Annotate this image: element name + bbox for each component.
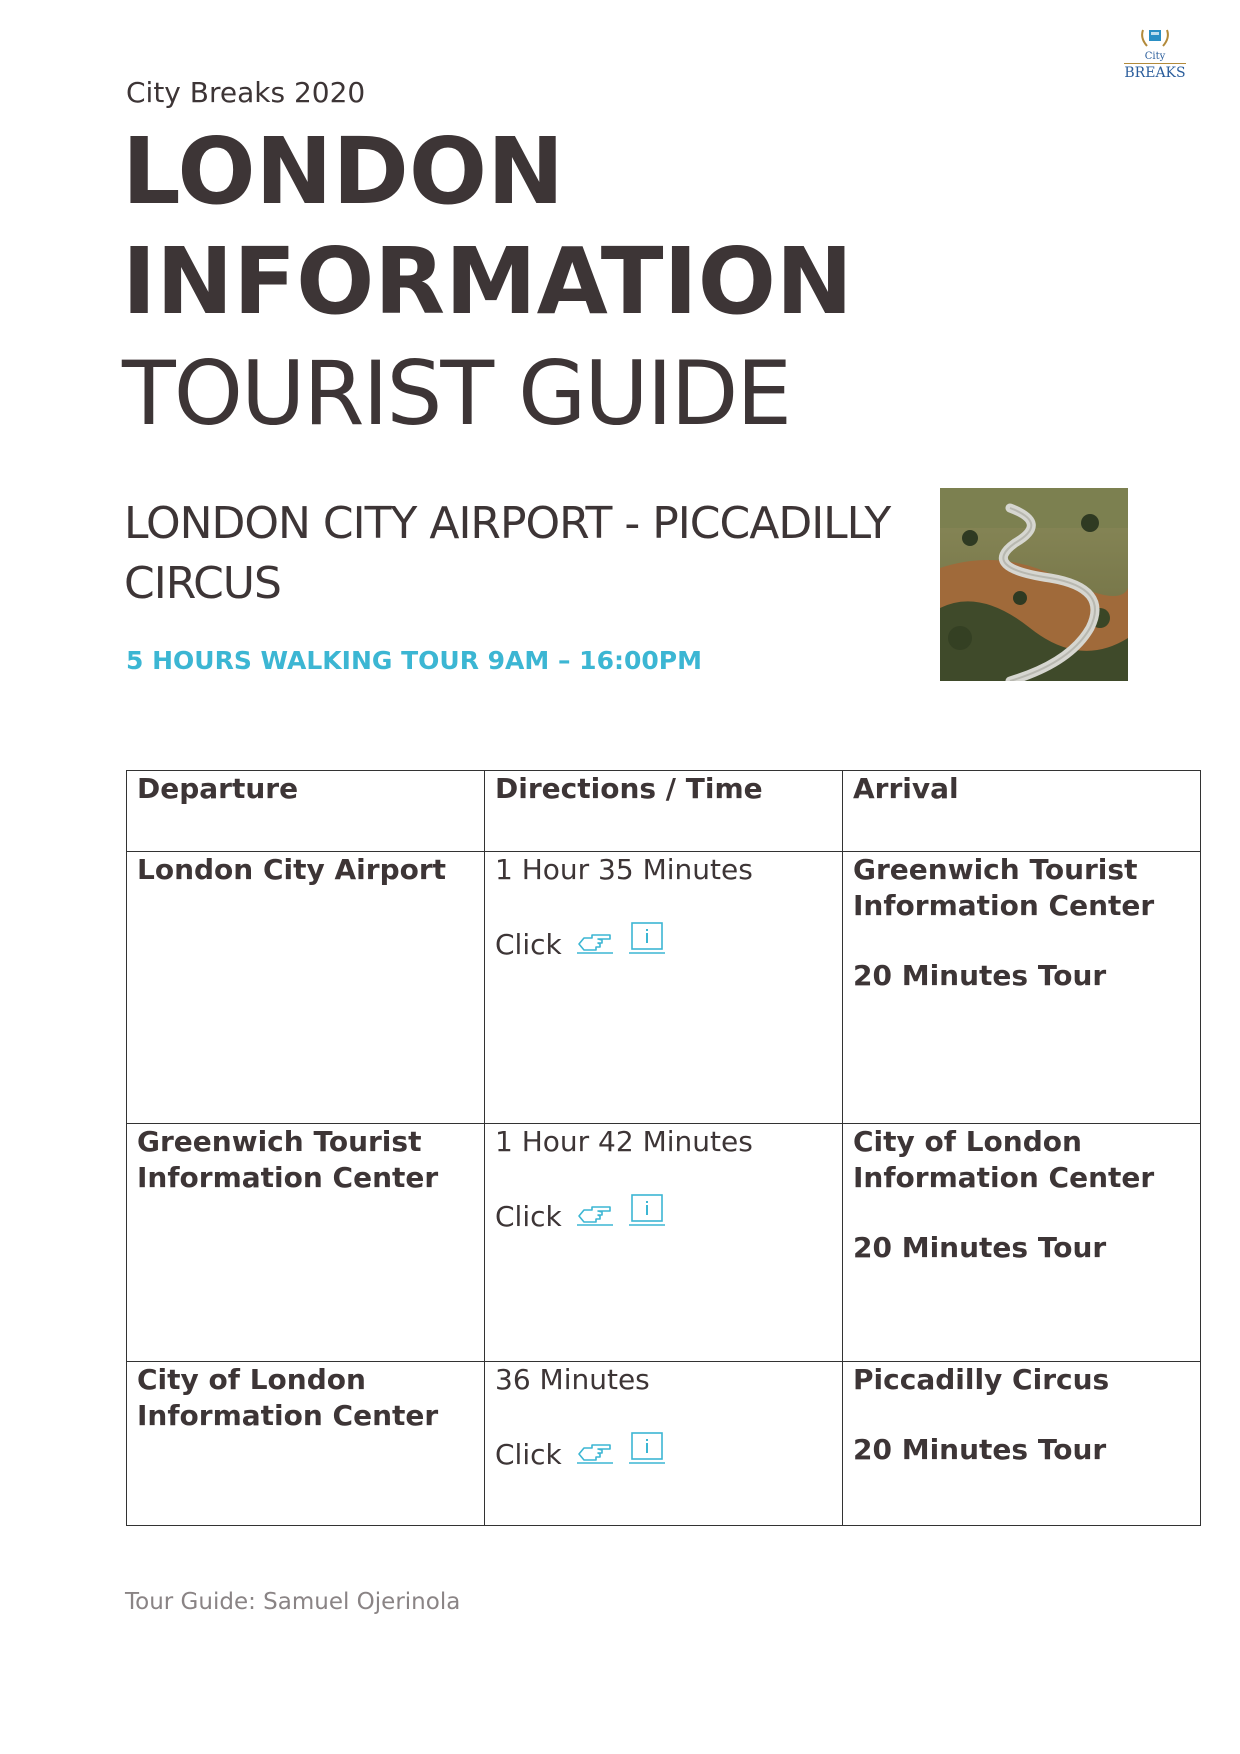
info-icon[interactable] bbox=[628, 1194, 666, 1235]
departure-name: London City Airport bbox=[137, 853, 447, 886]
click-label: Click bbox=[495, 1438, 562, 1471]
pointing-hand-icon[interactable] bbox=[576, 926, 614, 963]
table-header-row bbox=[127, 771, 1201, 852]
road-photo bbox=[940, 488, 1128, 681]
info-icon[interactable] bbox=[628, 922, 666, 963]
tour-guide-footer: Tour Guide: Samuel Ojerinola bbox=[125, 1589, 461, 1615]
route-heading: LONDON CITY AIRPORT - PICCADILLY CIRCUS bbox=[124, 498, 891, 609]
departure-name: City of London Information Center bbox=[137, 1363, 439, 1432]
directions-cell bbox=[485, 1362, 843, 1526]
duration-text: 36 Minutes bbox=[495, 1363, 650, 1396]
table-row bbox=[127, 852, 1201, 1124]
tour-duration: 20 Minutes Tour bbox=[853, 1433, 1107, 1466]
directions-cell bbox=[485, 1124, 843, 1362]
arrival-cell bbox=[843, 852, 1201, 1124]
city-breaks-logo bbox=[1110, 26, 1200, 81]
arrival-name: Piccadilly Circus bbox=[853, 1363, 1110, 1396]
table-row bbox=[127, 1362, 1201, 1526]
header-departure: Departure bbox=[127, 771, 485, 852]
duration-text: 1 Hour 42 Minutes bbox=[495, 1125, 753, 1158]
duration-text: 1 Hour 35 Minutes bbox=[495, 853, 753, 886]
departure-name: Greenwich Tourist Information Center bbox=[137, 1125, 439, 1194]
click-line bbox=[495, 1432, 832, 1473]
departure-cell bbox=[127, 1362, 485, 1526]
departure-cell bbox=[127, 852, 485, 1124]
title-line-2: INFORMATION bbox=[122, 228, 853, 335]
table-row bbox=[127, 1124, 1201, 1362]
eyebrow-text: City Breaks 2020 bbox=[126, 76, 366, 109]
click-label: Click bbox=[495, 928, 562, 961]
title-line-1: LONDON bbox=[122, 118, 565, 225]
arrival-name: Greenwich Tourist Information Center bbox=[853, 853, 1155, 922]
pointing-hand-icon[interactable] bbox=[576, 1198, 614, 1235]
logo-city-text: City bbox=[1144, 51, 1166, 62]
tour-duration: 20 Minutes Tour bbox=[853, 959, 1107, 992]
laurel-emblem-icon bbox=[1137, 26, 1173, 50]
pointing-hand-icon[interactable] bbox=[576, 1436, 614, 1473]
click-line bbox=[495, 922, 832, 963]
arrival-name: City of London Information Center bbox=[853, 1125, 1155, 1194]
tour-duration: 20 Minutes Tour bbox=[853, 1231, 1107, 1264]
header-directions-time: Directions / Time bbox=[485, 771, 843, 852]
logo-breaks-text: BREAKS bbox=[1124, 65, 1186, 81]
tour-time-subheading: 5 HOURS WALKING TOUR 9AM – 16:00PM bbox=[126, 646, 702, 675]
departure-cell bbox=[127, 1124, 485, 1362]
click-line bbox=[495, 1194, 832, 1235]
arrival-cell bbox=[843, 1362, 1201, 1526]
click-label: Click bbox=[495, 1200, 562, 1233]
directions-cell bbox=[485, 852, 843, 1124]
header-arrival: Arrival bbox=[843, 771, 1201, 852]
info-icon[interactable] bbox=[628, 1432, 666, 1473]
title-line-3: TOURIST GUIDE bbox=[122, 342, 791, 445]
schedule-table bbox=[126, 770, 1201, 1526]
arrival-cell bbox=[843, 1124, 1201, 1362]
